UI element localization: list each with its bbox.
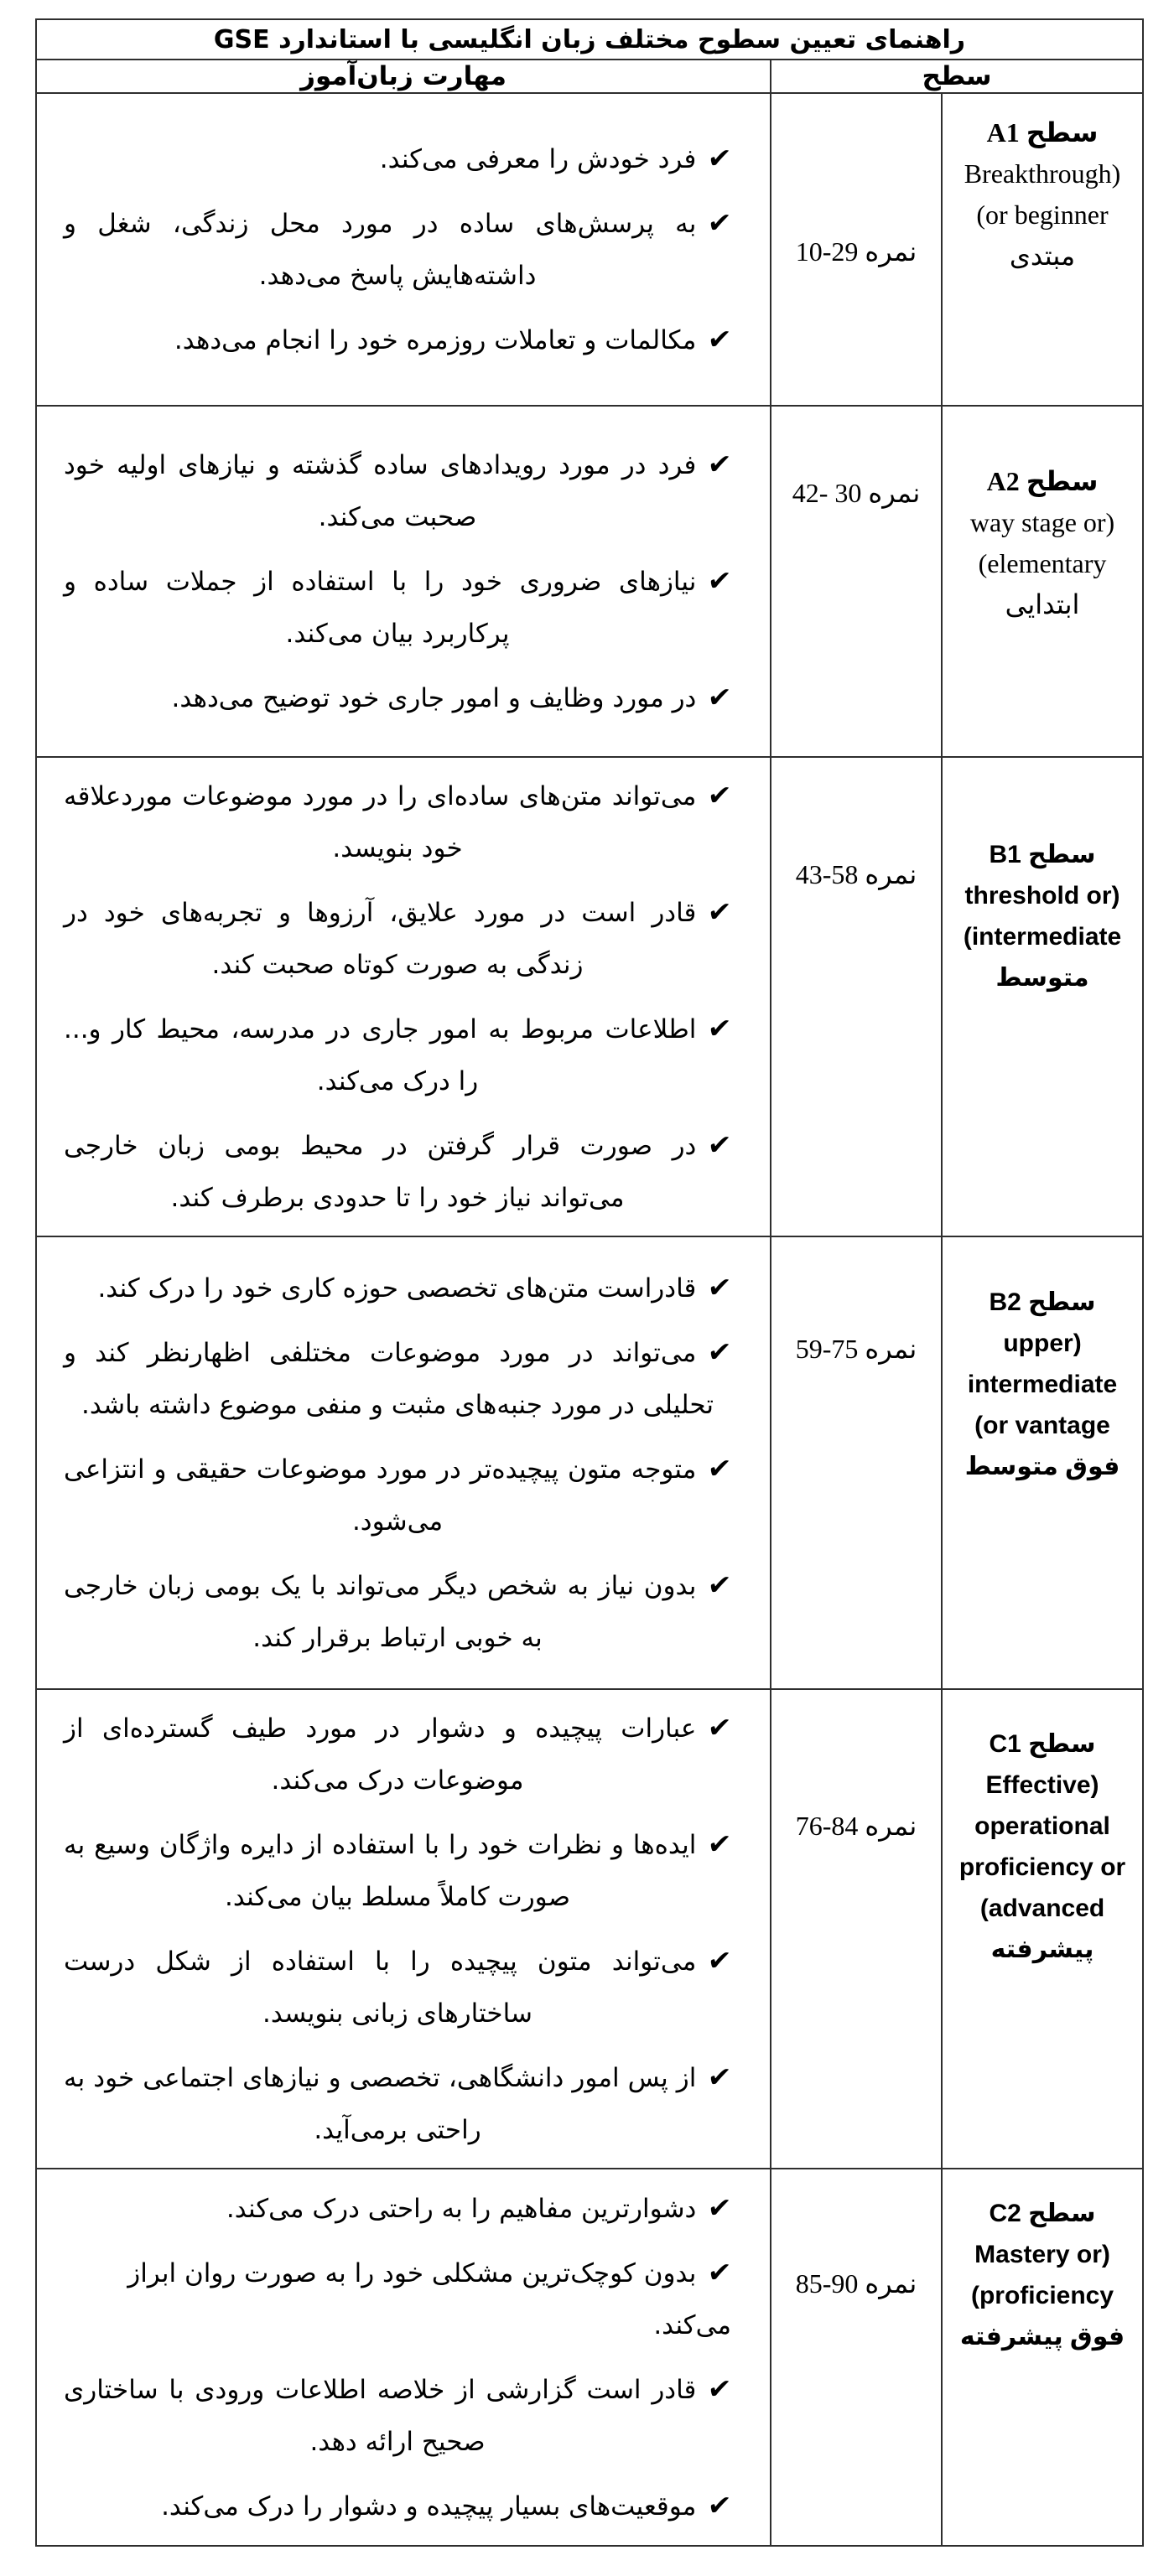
skill-text: ایده‌ها و نظرات خود را با استفاده از دایره واژگان وسیع به صورت کاملاً مسلط بیان می‌کند. [64, 1830, 697, 1912]
level-name-en: proficiency) [970, 2281, 1114, 2309]
skill-text: بدون کوچک‌ترین مشکلی خود را به صورت روان ابراز می‌کند. [127, 2258, 732, 2340]
level-cell [942, 1689, 1143, 2169]
skill-item [64, 1326, 734, 1431]
skill-item [64, 555, 734, 660]
skill-text: دشوارترین مفاهیم را به راحتی درک می‌کند. [226, 2194, 697, 2224]
skill-item [64, 886, 734, 991]
skill-item [64, 1003, 734, 1107]
skill-item [64, 132, 734, 185]
score-cell: نمره 84-76 [771, 1689, 942, 2169]
level-cell [942, 757, 1143, 1236]
check-icon: ✔ [706, 1568, 734, 1601]
check-icon: ✔ [706, 1711, 734, 1744]
skills-cell [36, 757, 771, 1236]
level-name-en: proficiency or [958, 1853, 1126, 1881]
skill-text: می‌تواند در مورد موضوعات مختلفی اظهارنظر کند و تحلیلی در مورد جنبه‌های مثبت و منفی موضوع داشته باشد. [64, 1338, 714, 1420]
table-row [36, 406, 1143, 757]
skill-text: فرد خودش را معرفی می‌کند. [379, 144, 697, 174]
skill-item [64, 2363, 734, 2468]
check-icon: ✔ [706, 2489, 734, 2522]
score-cell: نمره 75-59 [771, 1236, 942, 1689]
skill-text: اطلاعات مربوط به امور جاری در مدرسه، محیط کار و... را درک می‌کند. [64, 1014, 697, 1096]
skill-item [64, 1262, 734, 1314]
skill-item [64, 438, 734, 543]
level-name-en: (Breakthrough [964, 158, 1121, 189]
check-icon: ✔ [706, 2060, 734, 2093]
check-icon: ✔ [706, 1944, 734, 1977]
table-row [36, 19, 1143, 60]
skill-text: می‌تواند متن‌های ساده‌ای را در مورد موضوعات موردعلاقه خود بنویسد. [64, 781, 697, 863]
page-title: راهنمای تعیین سطوح مختلف زبان انگلیسی با استاندارد GSE [36, 19, 1143, 60]
table-row [36, 1689, 1143, 2169]
skill-item [64, 1559, 734, 1664]
column-header-level: سطح [771, 60, 1143, 93]
check-icon: ✔ [706, 1128, 734, 1161]
check-icon: ✔ [706, 448, 734, 480]
check-icon: ✔ [706, 1335, 734, 1368]
check-icon: ✔ [706, 142, 734, 174]
level-name-en: operational [974, 1811, 1110, 1840]
table-row [36, 93, 1143, 406]
skill-text: به پرسش‌های ساده در مورد محل زندگی، شغل و داشته‌هایش پاسخ می‌دهد. [64, 209, 697, 291]
check-icon: ✔ [706, 1827, 734, 1860]
check-icon: ✔ [706, 681, 734, 713]
skill-text: از پس امور دانشگاهی، تخصصی و نیازهای اجتماعی خود به راحتی برمی‌آید. [64, 2063, 697, 2145]
skill-item [64, 197, 734, 302]
level-name-en: (upper [1003, 1329, 1082, 1357]
check-icon: ✔ [706, 323, 734, 355]
level-name-en: or vantage) [974, 1412, 1110, 1439]
skill-item [64, 1702, 734, 1806]
skill-item [64, 671, 734, 724]
skill-text: در صورت قرار گرفتن در محیط بومی زبان خارجی می‌تواند نیاز خود را تا حدودی برطرف کند. [64, 1131, 697, 1213]
gse-levels-table [35, 18, 1144, 2547]
skill-item [64, 770, 734, 874]
level-name: سطح B1 [989, 841, 1096, 868]
skill-item [64, 2182, 734, 2235]
skills-cell [36, 2169, 771, 2546]
skill-text: نیازهای ضروری خود را با استفاده از جملات ساده و پرکاربرد بیان می‌کند. [64, 567, 697, 649]
check-icon: ✔ [706, 779, 734, 811]
score-cell: نمره 30 -42 [771, 406, 942, 757]
level-name-en: intermediate [967, 1371, 1118, 1398]
check-icon: ✔ [706, 2191, 734, 2224]
level-name-en: (way stage or [969, 506, 1115, 537]
level-name-fa: ابتدایی [1005, 588, 1080, 619]
level-name: سطح A2 [986, 465, 1099, 496]
table-row [36, 1236, 1143, 1689]
level-name-en: (Mastery or [974, 2240, 1110, 2268]
skills-cell [36, 406, 771, 757]
skill-item [64, 2247, 734, 2351]
level-cell [942, 2169, 1143, 2546]
skill-text: موقعیت‌های بسیار پیچیده و دشوار را درک می‌کند. [161, 2491, 697, 2522]
skill-item [64, 1443, 734, 1547]
level-name-en: (threshold or [964, 882, 1120, 910]
table-row [36, 757, 1143, 1236]
skills-cell [36, 1689, 771, 2169]
level-name: سطح C1 [989, 1729, 1096, 1758]
level-cell [942, 1236, 1143, 1689]
skill-text: می‌تواند متون پیچیده را با استفاده از شکل درست ساختارهای زبانی بنویسد. [64, 1946, 697, 2029]
skills-cell [36, 1236, 771, 1689]
check-icon: ✔ [706, 564, 734, 597]
check-icon: ✔ [706, 1452, 734, 1485]
level-name-en: intermediate) [963, 923, 1122, 951]
check-icon: ✔ [706, 895, 734, 928]
score-cell: نمره 90-85 [771, 2169, 942, 2546]
table-row [36, 60, 1143, 93]
score-cell: نمره 29-10 [771, 93, 942, 406]
check-icon: ✔ [706, 1271, 734, 1304]
skill-text: قادر است در مورد علایق، آرزوها و تجربه‌های خود در زندگی به صورت کوتاه صحبت کند. [64, 898, 697, 980]
level-name-en: advanced) [979, 1894, 1105, 1922]
level-name-en: or beginner) [976, 199, 1109, 230]
level-name-fa: متوسط [995, 964, 1089, 992]
skill-text: قادر است گزارشی از خلاصه اطلاعات ورودی با ساختاری صحیح ارائه دهد. [64, 2375, 697, 2457]
skill-text: مکالمات و تعاملات روزمره خود را انجام می‌دهد. [174, 325, 697, 355]
level-name: سطح C2 [989, 2199, 1096, 2227]
level-name-fa: فوق متوسط [964, 1453, 1120, 1480]
level-name: سطح B2 [989, 1288, 1096, 1316]
level-cell [942, 93, 1143, 406]
skill-text: عبارات پیچیده و دشوار در مورد طیف گسترده‌ای از موضوعات درک می‌کند. [64, 1713, 697, 1796]
skills-cell [36, 93, 771, 406]
skill-item [64, 2051, 734, 2156]
check-icon: ✔ [706, 2256, 734, 2288]
table-row [36, 2169, 1143, 2546]
column-header-skills: مهارت زبان‌آموز [36, 60, 771, 93]
skill-item [64, 1818, 734, 1923]
level-name-en: (Effective [985, 1770, 1099, 1799]
skill-item [64, 314, 734, 366]
level-name-fa: مبتدی [1009, 240, 1076, 271]
skill-item [64, 2480, 734, 2532]
skill-item [64, 1935, 734, 2040]
check-icon: ✔ [706, 1012, 734, 1044]
skill-text: متوجه متون پیچیده‌تر در مورد موضوعات حقیقی و انتزاعی می‌شود. [64, 1454, 697, 1537]
skill-text: قادراست متن‌های تخصصی حوزه کاری خود را درک کند. [97, 1273, 697, 1304]
level-name-fa: پیشرفته [990, 1935, 1094, 1963]
level-name: سطح A1 [986, 117, 1099, 148]
level-name-fa: فوق پیشرفته [959, 2322, 1125, 2351]
skill-text: بدون نیاز به شخص دیگر می‌تواند با یک بومی زبان خارجی به خوبی ارتباط برقرار کند. [64, 1571, 697, 1653]
skill-text: فرد در مورد رویدادهای ساده گذشته و نیازهای اولیه خود صحبت می‌کند. [64, 450, 697, 532]
skill-item [64, 1119, 734, 1224]
level-cell [942, 406, 1143, 757]
score-cell: نمره 58-43 [771, 757, 942, 1236]
level-name-en: elementary) [978, 547, 1107, 578]
check-icon: ✔ [706, 206, 734, 239]
check-icon: ✔ [706, 2372, 734, 2405]
skill-text: در مورد وظایف و امور جاری خود توضیح می‌دهد. [171, 683, 697, 713]
